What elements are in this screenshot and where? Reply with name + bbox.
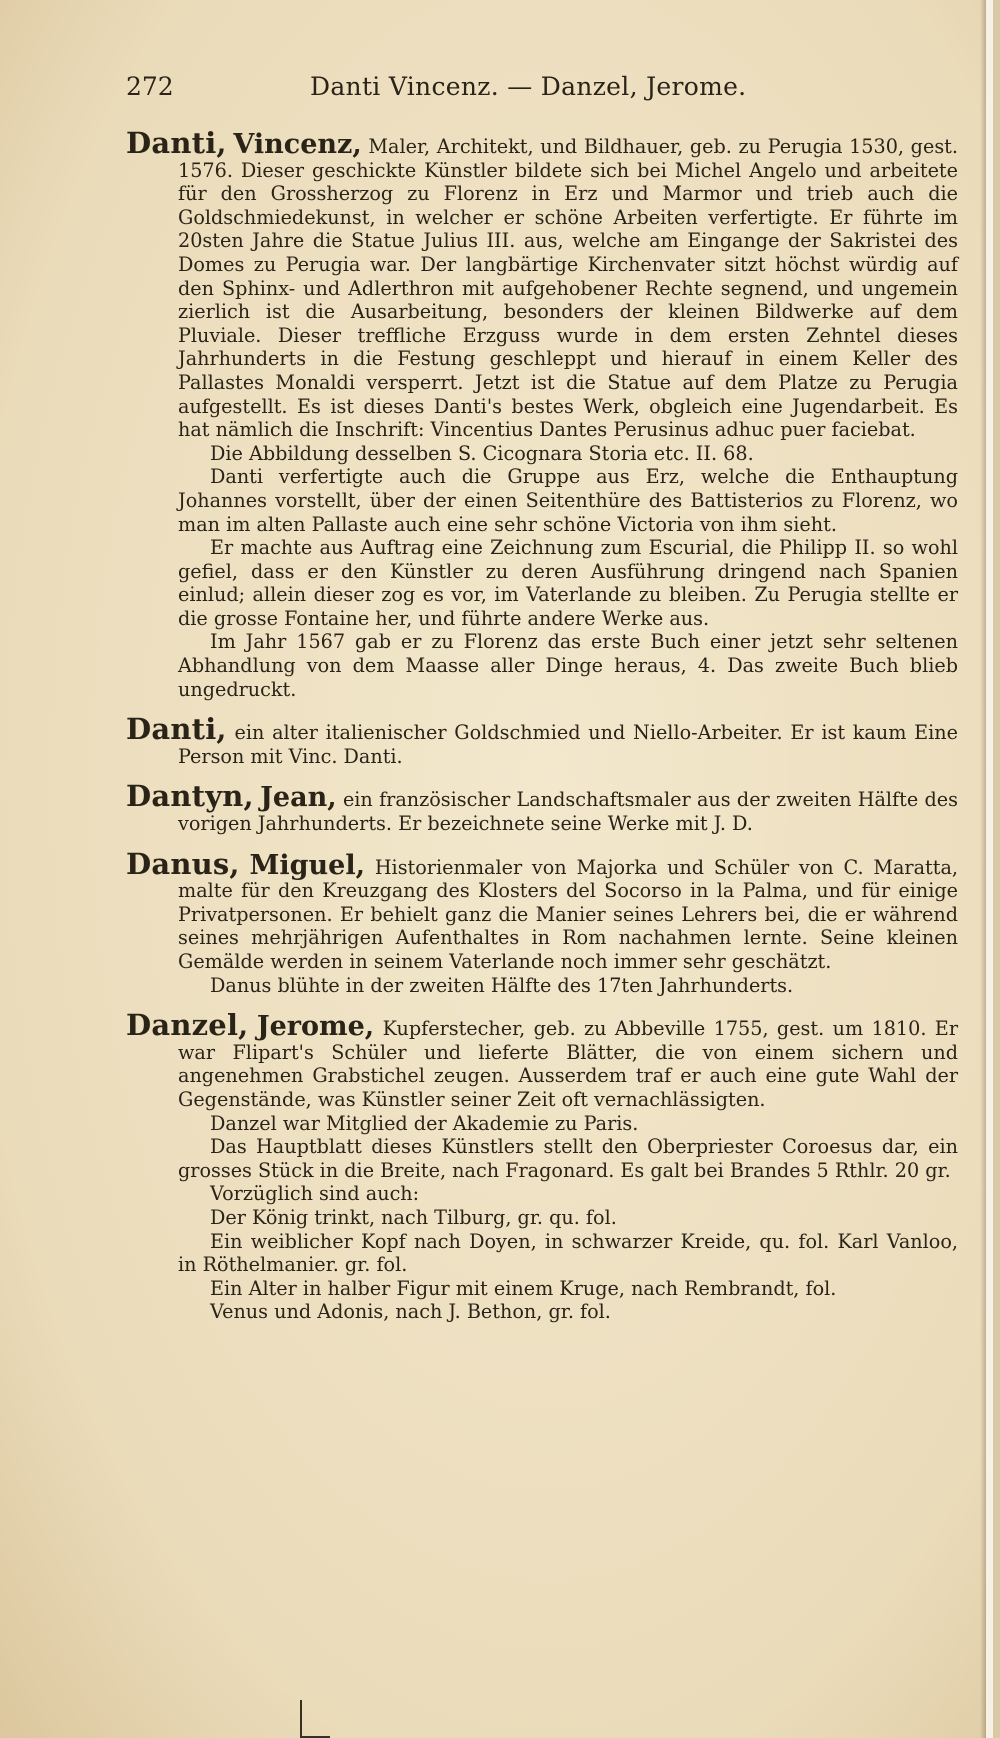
entry-given-name: Jerome, xyxy=(256,1011,375,1043)
entry-paragraph: Ein weiblicher Kopf nach Doyen, in schwarzer Kreide, qu. fol. Karl Vanloo, in Röthelmanier. gr. fol. xyxy=(178,1229,958,1277)
entry-paragraph: Die Abbildung desselben S. Cicognara Storia etc. II. 68. xyxy=(210,441,754,465)
entry-given-name: Miguel, xyxy=(249,849,366,881)
entry-paragraph xyxy=(126,126,958,442)
entry-paragraph: Ein Alter in halber Figur mit einem Kruge, nach Rembrandt, fol. xyxy=(210,1276,837,1300)
entry-surname: Danus, xyxy=(126,846,240,881)
entry-text: ein alter italienischer Goldschmied und Niello-Arbeiter. Er ist kaum Eine Person mit Vinc. Danti. xyxy=(178,721,959,768)
entry-text: Maler, Architekt, und Bildhauer, geb. zu Perugia 1530, gest. 1576. Dieser geschickte Künstler bildete sich bei Michel Angelo und arbeitete für den Grossherzog zu Florenz in Erz und Marmor und trieb auch die Goldschmiedekunst, in welcher er schöne Arbeiten verfertigte. Er führte im 20sten Jahre die Statue Julius III. aus, welche am Eingange der Sakristei des Domes zu Perugia war. Der langbärtige Kirchenvater sitzt höchst würdig auf den Sphinx- und Adlerthron mit aufgehobener Rechte segnend, und ungemein zierlich ist die Ausarbeitung, besonders der kleinen Bildwerke auf dem Pluviale. Dieser treffliche Erzguss wurde in dem ersten Zehntel dieses Jahrhunderts in die Festung geschleppt und hierauf in einem Keller des Pallastes Monaldi versperrt. Jetzt ist die Statue auf dem Platze zu Perugia aufgestellt. Es ist dieses Danti's bestes Werk, obgleich eine Jugendarbeit. Es hat nämlich die Inschrift: Vincentius Dantes Perusinus adhuc puer faciebat. xyxy=(178,135,958,442)
entry-paragraph: Im Jahr 1567 gab er zu Florenz das erste Buch einer jetzt sehr seltenen Abhandlung von dem Maasse aller Dinge heraus, 4. Das zweite Buch blieb ungedruckt. xyxy=(178,630,958,701)
entry-danzel-jerome xyxy=(126,1008,958,1324)
entry-paragraph xyxy=(126,1008,958,1111)
entry-paragraph: Er machte aus Auftrag eine Zeichnung zum Escurial, die Philipp II. so wohl gefiel, dass er den Künstler zu deren Ausführung dringend nach Spanien einlud; allein dieser zog es vor, im Vaterlande zu bleiben. Zu Perugia stellte er die grosse Fontaine her, und führte andere Werke aus. xyxy=(178,536,958,630)
entry-text: Historienmaler von Majorka und Schüler von C. Maratta, malte für den Kreuzgang des Klosters del Socorso in la Palma, und für einige Privatpersonen. Er behielt ganz die Manier seines Lehrers bei, die er während seines mehrjährigen Aufenthaltes in Rom nachahmen lernte. Seine kleinen Gemälde werden in seinem Vaterlande noch immer sehr geschätzt. xyxy=(178,855,958,973)
entry-given-name: Vincenz, xyxy=(233,129,362,160)
entry-dantyn-jean xyxy=(126,779,958,836)
running-head xyxy=(126,72,956,112)
entry-paragraph: Danzel war Mitglied der Akademie zu Paris. xyxy=(210,1111,639,1135)
running-title: Danti Vincenz. — Danzel, Jerome. xyxy=(310,72,747,101)
entry-surname: Dantyn, xyxy=(126,779,254,814)
entry-paragraph: Danti verfertigte auch die Gruppe aus Erz, welche die Enthauptung Johannes vorstellt, über der einen Seitenthüre des Battisterios zu Florenz, wo man im alten Pallaste auch eine sehr schöne Victoria von ihm sieht. xyxy=(178,465,958,536)
entry-paragraph xyxy=(126,779,958,836)
entry-paragraph: Das Hauptblatt dieses Künstlers stellt den Oberpriester Coroesus dar, ein grosses Stück in die Breite, nach Fragonard. Es galt bei Brandes 5 Rthlr. 20 gr. xyxy=(178,1135,958,1182)
printer-mark xyxy=(300,1700,302,1738)
entry-paragraph: Venus und Adonis, nach J. Bethon, gr. fol. xyxy=(210,1300,611,1324)
entry-surname: Danzel, xyxy=(126,1008,249,1043)
page-number: 272 xyxy=(126,72,174,101)
entry-paragraph: Danus blühte in der zweiten Hälfte des 17ten Jahrhunderts. xyxy=(210,973,794,997)
entry-danus-miguel xyxy=(126,846,958,998)
entry-surname: Danti, xyxy=(126,126,227,160)
entry-paragraph xyxy=(126,712,959,768)
dictionary-body xyxy=(126,126,959,1341)
entry-paragraph: Vorzüglich sind auch: xyxy=(210,1182,420,1206)
entry-text: ein französischer Landschaftsmaler aus der zweiten Hälfte des vorigen Jahrhunderts. Er bezeichnete seine Werke mit J. D. xyxy=(178,788,958,836)
entry-text: Kupferstecher, geb. zu Abbeville 1755, gest. um 1810. Er war Flipart's Schüler und lieferte Blätter, die von einem sichern und angenehmen Grabstichel zeugen. Ausserdem traf er auch eine gute Wahl der Gegenstände, was Künstler seiner Zeit oft vernachlässigten. xyxy=(178,1017,958,1111)
entry-paragraph xyxy=(126,846,958,974)
entry-paragraph: Der König trinkt, nach Tilburg, gr. qu. fol. xyxy=(210,1205,617,1229)
entry-given-name: Jean, xyxy=(260,782,337,814)
entry-danti xyxy=(126,712,959,768)
page-edge xyxy=(986,0,993,1738)
entry-danti-vincenz xyxy=(126,126,958,701)
entry-surname: Danti, xyxy=(126,712,227,747)
